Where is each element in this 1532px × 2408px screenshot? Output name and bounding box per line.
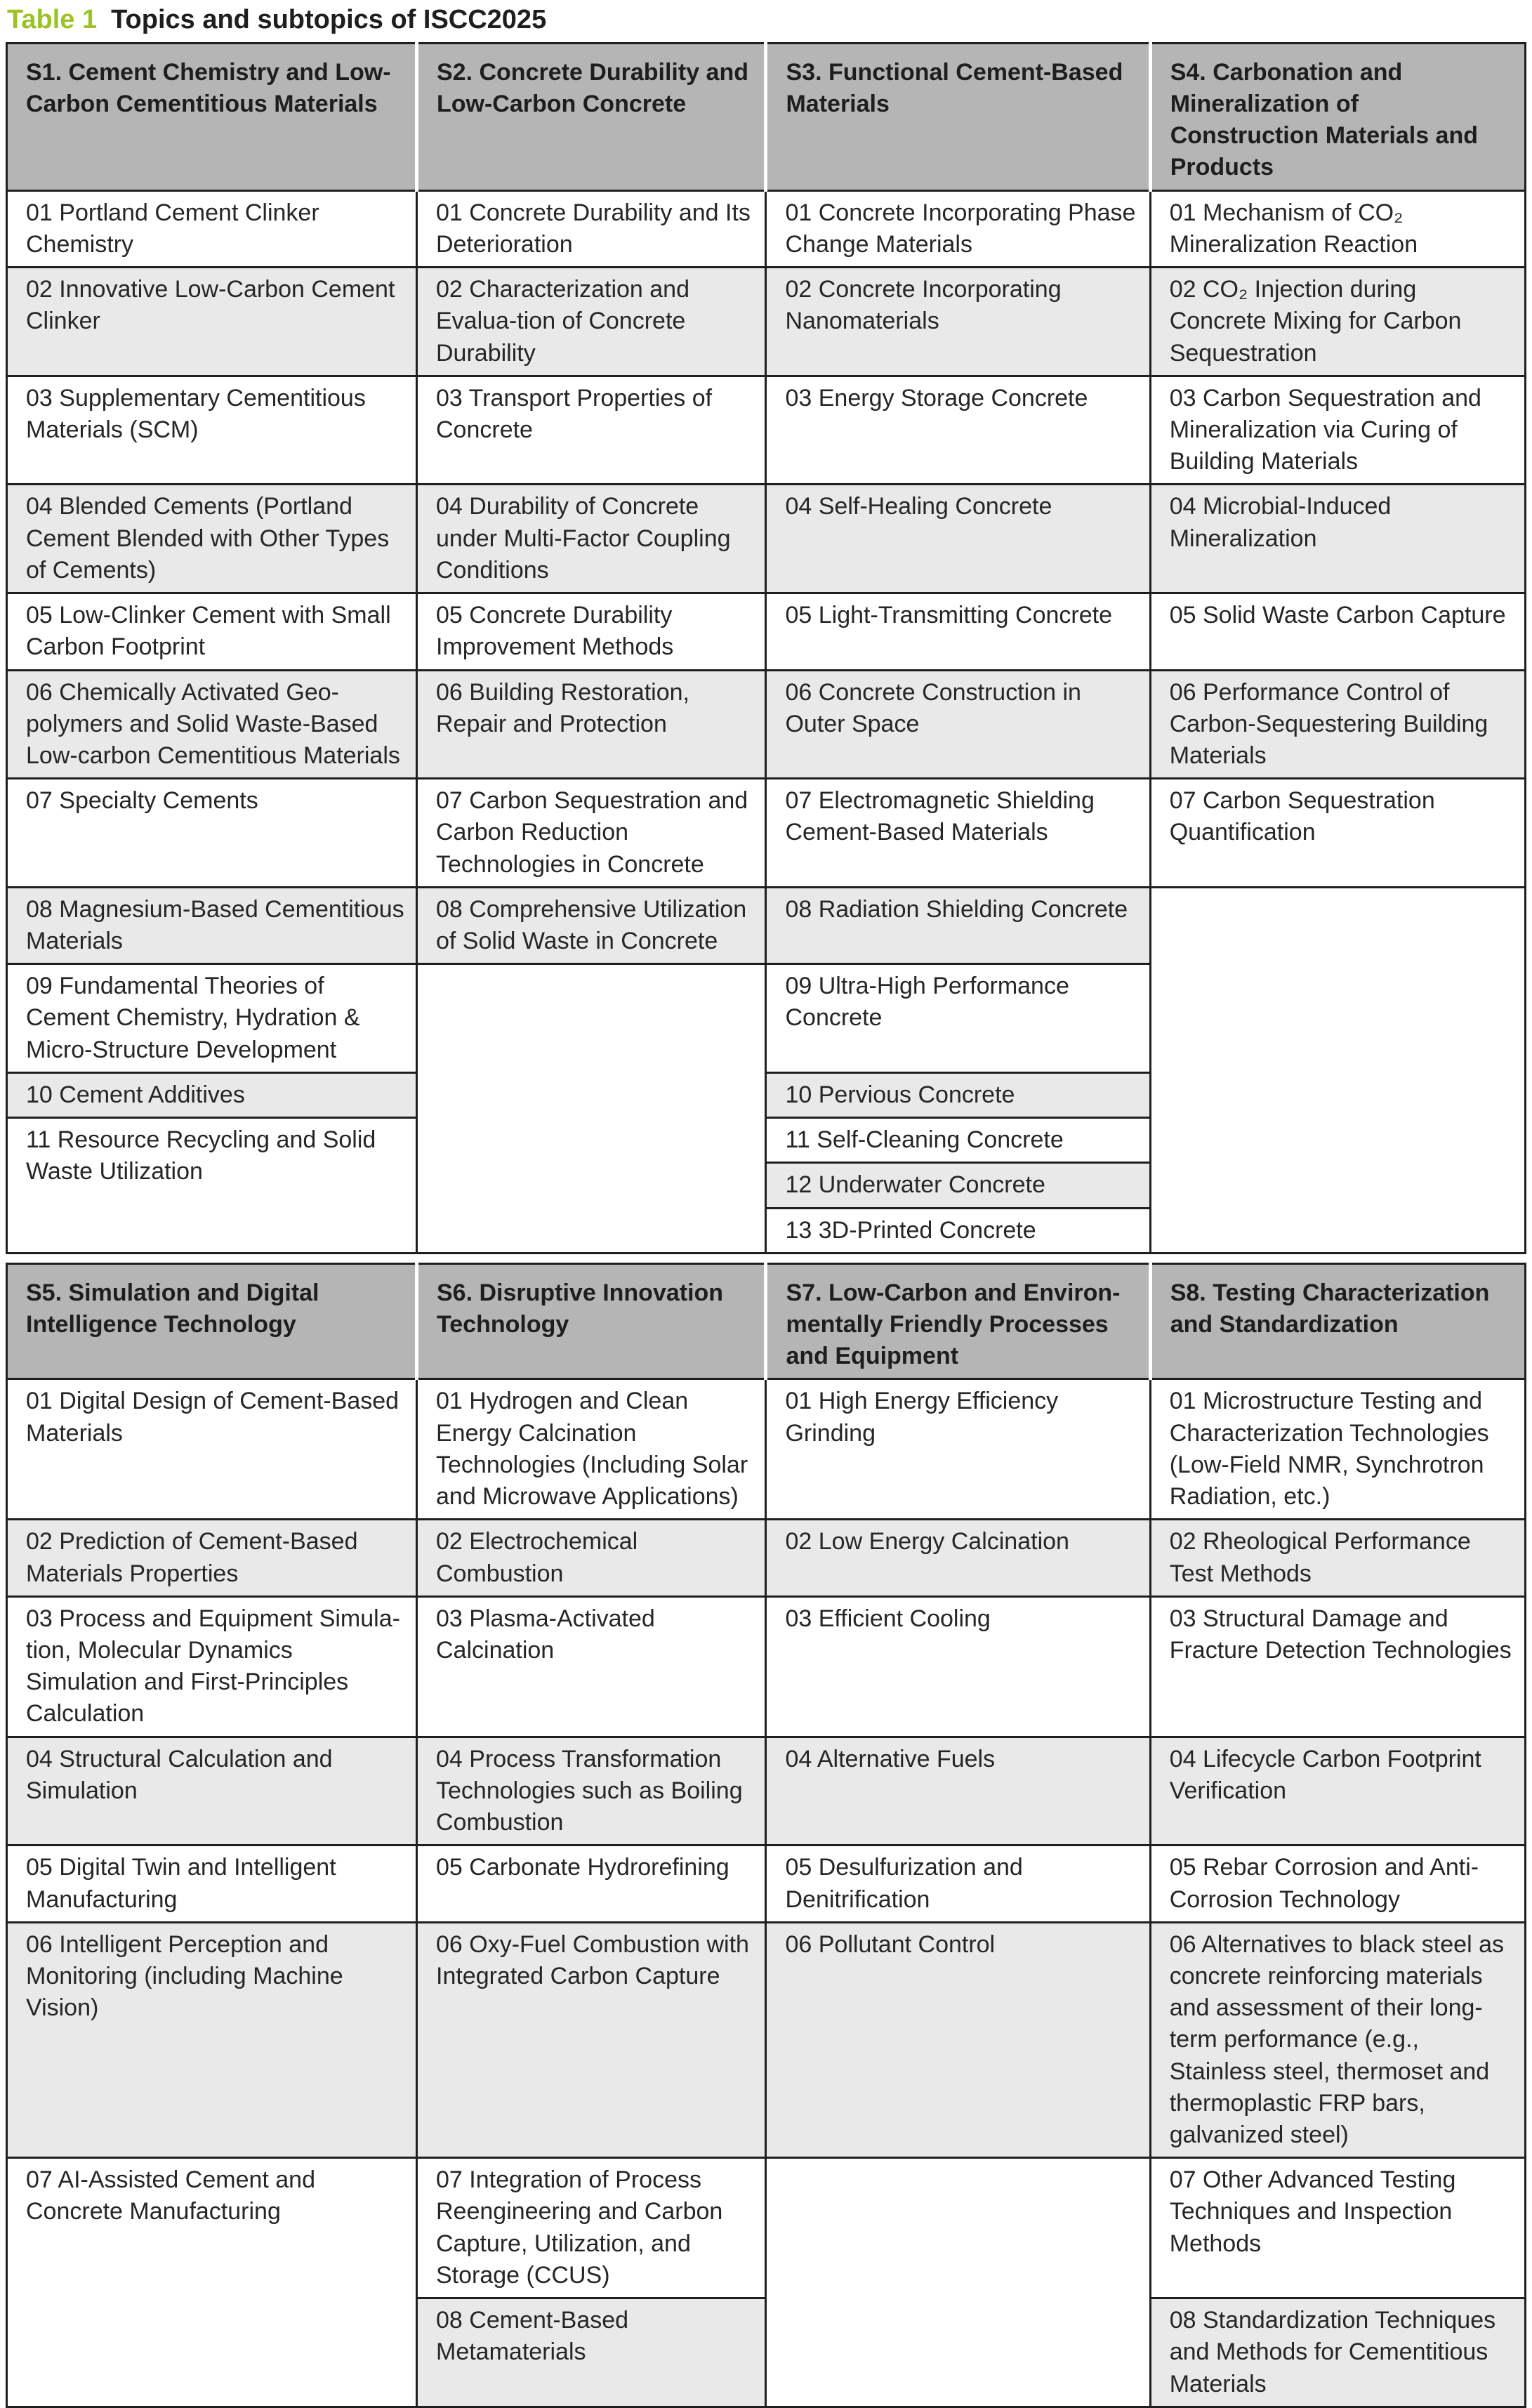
subtopic-cell-s1-10: 10 Cement Additives (7, 1072, 417, 1117)
subtopic-cell-s3-10: 10 Pervious Concrete (766, 1072, 1150, 1117)
subtopic-cell-s2-1: 01 Concrete Durability and Its Deterioration (417, 190, 766, 267)
subtopic-cell-s3-3: 03 Energy Storage Concrete (766, 376, 1150, 485)
empty-cell-s7 (766, 2158, 1150, 2407)
subtopic-cell-s1-8: 08 Magnesium-Based Cementitious Materials (7, 887, 417, 963)
section-header-s1: S1. Cement Chemistry and Low-Carbon Cementitious Materials (7, 43, 417, 190)
subtopic-cell-s6-8: 08 Cement-Based Metamaterials (417, 2298, 766, 2407)
subtopic-cell-s3-13: 13 3D-Printed Concrete (766, 1208, 1150, 1253)
subtopic-cell-s1-11: 11 Resource Recycling and Solid Waste Utilization (7, 1118, 417, 1254)
subtopic-cell-s4-5: 05 Solid Waste Carbon Capture (1150, 593, 1525, 670)
subtopic-cell-s8-6: 06 Alternatives to black steel as concrete reinforcing materials and assessment of their long-term performance (e.g., Stainless steel, thermoset and thermoplastic FRP bars, galvanized steel) (1150, 1922, 1525, 2158)
subtopic-cell-s4-7: 07 Carbon Sequestration Quantification (1150, 779, 1525, 888)
subtopic-cell-s5-5: 05 Digital Twin and Intelligent Manufacturing (7, 1846, 417, 1922)
subtopic-cell-s8-8: 08 Standardization Techniques and Methods for Cementitious Materials (1150, 2298, 1525, 2407)
subtopic-cell-s6-5: 05 Carbonate Hydrorefining (417, 1846, 766, 1922)
subtopic-cell-s5-1: 01 Digital Design of Cement-Based Materials (7, 1379, 417, 1520)
section-header-s7: S7. Low-Carbon and Environ-mentally Friendly Processes and Equipment (766, 1263, 1150, 1379)
subtopic-cell-s7-6: 06 Pollutant Control (766, 1922, 1150, 2158)
subtopic-cell-s8-1: 01 Microstructure Testing and Characterization Technologies (Low-Field NMR, Synchrotron Radiation, etc.) (1150, 1379, 1525, 1520)
subtopic-cell-s8-5: 05 Rebar Corrosion and Anti-Corrosion Technology (1150, 1846, 1525, 1922)
subtopic-cell-s7-5: 05 Desulfurization and Denitrification (766, 1846, 1150, 1922)
subtopic-cell-s2-7: 07 Carbon Sequestration and Carbon Reduction Technologies in Concrete (417, 779, 766, 888)
section-header-s6: S6. Disruptive Innovation Technology (417, 1263, 766, 1379)
subtopic-cell-s7-3: 03 Efficient Cooling (766, 1596, 1150, 1737)
table-caption (7, 6, 1526, 35)
subtopic-cell-s3-8: 08 Radiation Shielding Concrete (766, 887, 1150, 963)
section-header-s2: S2. Concrete Durability and Low-Carbon Concrete (417, 43, 766, 190)
subtopic-cell-s5-3: 03 Process and Equipment Simula-tion, Molecular Dynamics Simulation and First-Principles Calculation (7, 1596, 417, 1737)
table-caption-text: Topics and subtopics of ISCC2025 (111, 5, 547, 34)
subtopic-cell-s8-7: 07 Other Advanced Testing Techniques and Inspection Methods (1150, 2158, 1525, 2298)
subtopic-cell-s3-1: 01 Concrete Incorporating Phase Change Materials (766, 190, 1150, 267)
topics-table-s1-s4 (6, 42, 1526, 1254)
subtopic-cell-s3-7: 07 Electromagnetic Shielding Cement-Based Materials (766, 779, 1150, 888)
subtopic-cell-s2-3: 03 Transport Properties of Concrete (417, 376, 766, 485)
subtopic-cell-s7-2: 02 Low Energy Calcination (766, 1520, 1150, 1596)
subtopic-cell-s3-4: 04 Self-Healing Concrete (766, 485, 1150, 593)
subtopic-cell-s3-2: 02 Concrete Incorporating Nanomaterials (766, 268, 1150, 376)
section-header-s8: S8. Testing Characterization and Standardization (1150, 1263, 1525, 1379)
subtopic-cell-s3-6: 06 Concrete Construction in Outer Space (766, 670, 1150, 779)
subtopic-cell-s1-2: 02 Innovative Low-Carbon Cement Clinker (7, 268, 417, 376)
subtopic-cell-s7-4: 04 Alternative Fuels (766, 1737, 1150, 1846)
subtopic-cell-s5-2: 02 Prediction of Cement-Based Materials Properties (7, 1520, 417, 1596)
subtopic-cell-s6-4: 04 Process Transformation Technologies such as Boiling Combustion (417, 1737, 766, 1846)
subtopic-cell-s4-6: 06 Performance Control of Carbon-Sequestering Building Materials (1150, 670, 1525, 779)
section-header-s5: S5. Simulation and Digital Intelligence Technology (7, 1263, 417, 1379)
subtopic-cell-s3-9: 09 Ultra-High Performance Concrete (766, 964, 1150, 1073)
subtopic-cell-s2-5: 05 Concrete Durability Improvement Methods (417, 593, 766, 670)
subtopic-cell-s1-9: 09 Fundamental Theories of Cement Chemistry, Hydration & Micro-Structure Development (7, 964, 417, 1073)
subtopic-cell-s4-3: 03 Carbon Sequestration and Mineralization via Curing of Building Materials (1150, 376, 1525, 485)
subtopic-cell-s8-3: 03 Structural Damage and Fracture Detection Technologies (1150, 1596, 1525, 1737)
section-header-s3: S3. Functional Cement-Based Materials (766, 43, 1150, 190)
section-header-s4: S4. Carbonation and Mineralization of Construction Materials and Products (1150, 43, 1525, 190)
subtopic-cell-s7-1: 01 High Energy Efficiency Grinding (766, 1379, 1150, 1520)
subtopic-cell-s5-4: 04 Structural Calculation and Simulation (7, 1737, 417, 1846)
subtopic-cell-s8-2: 02 Rheological Performance Test Methods (1150, 1520, 1525, 1596)
subtopic-cell-s2-4: 04 Durability of Concrete under Multi-Factor Coupling Conditions (417, 485, 766, 593)
subtopic-cell-s5-7: 07 AI-Assisted Cement and Concrete Manufacturing (7, 2158, 417, 2407)
subtopic-cell-s2-8: 08 Comprehensive Utilization of Solid Waste in Concrete (417, 887, 766, 963)
subtopic-cell-s6-3: 03 Plasma-Activated Calcination (417, 1596, 766, 1737)
subtopic-cell-s1-7: 07 Specialty Cements (7, 779, 417, 888)
empty-cell-s2 (417, 964, 766, 1254)
subtopic-cell-s1-6: 06 Chemically Activated Geo-polymers and Solid Waste-Based Low-carbon Cementitious Materials (7, 670, 417, 779)
subtopic-cell-s8-4: 04 Lifecycle Carbon Footprint Verification (1150, 1737, 1525, 1846)
topics-table-s5-s8 (6, 1263, 1526, 2408)
subtopic-cell-s1-3: 03 Supplementary Cementitious Materials (SCM) (7, 376, 417, 485)
subtopic-cell-s6-1: 01 Hydrogen and Clean Energy Calcination Technologies (Including Solar and Microwave Applications) (417, 1379, 766, 1520)
subtopic-cell-s4-4: 04 Microbial-Induced Mineralization (1150, 485, 1525, 593)
subtopic-cell-s3-5: 05 Light-Transmitting Concrete (766, 593, 1150, 670)
subtopic-cell-s6-2: 02 Electrochemical Combustion (417, 1520, 766, 1596)
subtopic-cell-s1-1: 01 Portland Cement Clinker Chemistry (7, 190, 417, 267)
subtopic-cell-s4-1: 01 Mechanism of CO₂ Mineralization Reaction (1150, 190, 1525, 267)
subtopic-cell-s3-12: 12 Underwater Concrete (766, 1163, 1150, 1208)
subtopic-cell-s6-6: 06 Oxy-Fuel Combustion with Integrated Carbon Capture (417, 1922, 766, 2158)
subtopic-cell-s1-5: 05 Low-Clinker Cement with Small Carbon Footprint (7, 593, 417, 670)
empty-cell-s4 (1150, 887, 1525, 1253)
subtopic-cell-s3-11: 11 Self-Cleaning Concrete (766, 1118, 1150, 1163)
subtopic-cell-s1-4: 04 Blended Cements (Portland Cement Blended with Other Types of Cements) (7, 485, 417, 593)
subtopic-cell-s5-6: 06 Intelligent Perception and Monitoring (including Machine Vision) (7, 1922, 417, 2158)
subtopic-cell-s2-2: 02 Characterization and Evalua-tion of Concrete Durability (417, 268, 766, 376)
subtopic-cell-s2-6: 06 Building Restoration, Repair and Protection (417, 670, 766, 779)
subtopic-cell-s6-7: 07 Integration of Process Reengineering and Carbon Capture, Utilization, and Storage (CCUS) (417, 2158, 766, 2298)
table-caption-label: Table 1 (7, 5, 98, 34)
subtopic-cell-s4-2: 02 CO₂ Injection during Concrete Mixing for Carbon Sequestration (1150, 268, 1525, 376)
